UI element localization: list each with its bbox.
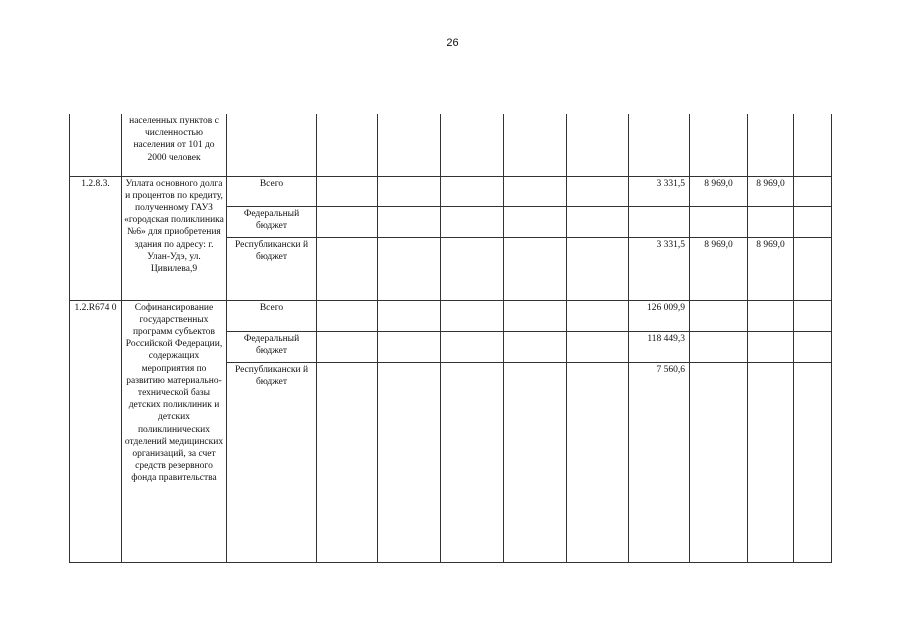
value-cell: 3 331,5 bbox=[629, 176, 690, 206]
row-name: Софинансирование государственных программ субъектов Российской Федерации, содержащих мероприятия по развитию материально-технической базы детских поликлиник и детских поликлинических отделений медицинских организаций, за счет средств резервного фонда правительства bbox=[122, 300, 227, 562]
value-cell bbox=[690, 300, 748, 331]
value-cell bbox=[629, 206, 690, 237]
source-cell: Федеральный бюджет bbox=[227, 206, 317, 237]
value-cell bbox=[690, 331, 748, 362]
row-number: 1.2.R674 0 bbox=[70, 300, 122, 562]
value-cell: 118 449,3 bbox=[629, 331, 690, 362]
value-cell: 3 331,5 bbox=[629, 237, 690, 300]
row-name: Уплата основного долга и процентов по кредиту, полученному ГАУЗ «городская поликлиника №6» для приобретения здания по адресу: г. Улан-Удэ, ул. Цивилева,9 bbox=[122, 176, 227, 300]
value-cell: 8 969,0 bbox=[748, 176, 794, 206]
page-number: 26 bbox=[446, 37, 459, 49]
value-cell bbox=[748, 206, 794, 237]
value-cell: 8 969,0 bbox=[748, 237, 794, 300]
source-cell: Федеральный бюджет bbox=[227, 331, 317, 362]
value-cell bbox=[748, 362, 794, 562]
value-cell: 7 560,6 bbox=[629, 362, 690, 562]
value-cell: 8 969,0 bbox=[690, 176, 748, 206]
value-cell bbox=[748, 300, 794, 331]
row-number bbox=[70, 114, 122, 176]
value-cell: 126 009,9 bbox=[629, 300, 690, 331]
table-row bbox=[70, 176, 832, 206]
value-cell bbox=[748, 331, 794, 362]
table-row bbox=[70, 114, 832, 176]
source-cell: Всего bbox=[227, 176, 317, 206]
source-cell: Республикански й бюджет bbox=[227, 362, 317, 562]
row-name: населенных пунктов с численностью населения от 101 до 2000 человек bbox=[122, 114, 227, 176]
row-number: 1.2.8.3. bbox=[70, 176, 122, 300]
budget-table bbox=[69, 114, 832, 563]
source-cell: Республикански й бюджет bbox=[227, 237, 317, 300]
table-row bbox=[70, 300, 832, 331]
value-cell bbox=[690, 362, 748, 562]
source-cell: Всего bbox=[227, 300, 317, 331]
value-cell: 8 969,0 bbox=[690, 237, 748, 300]
value-cell bbox=[690, 206, 748, 237]
